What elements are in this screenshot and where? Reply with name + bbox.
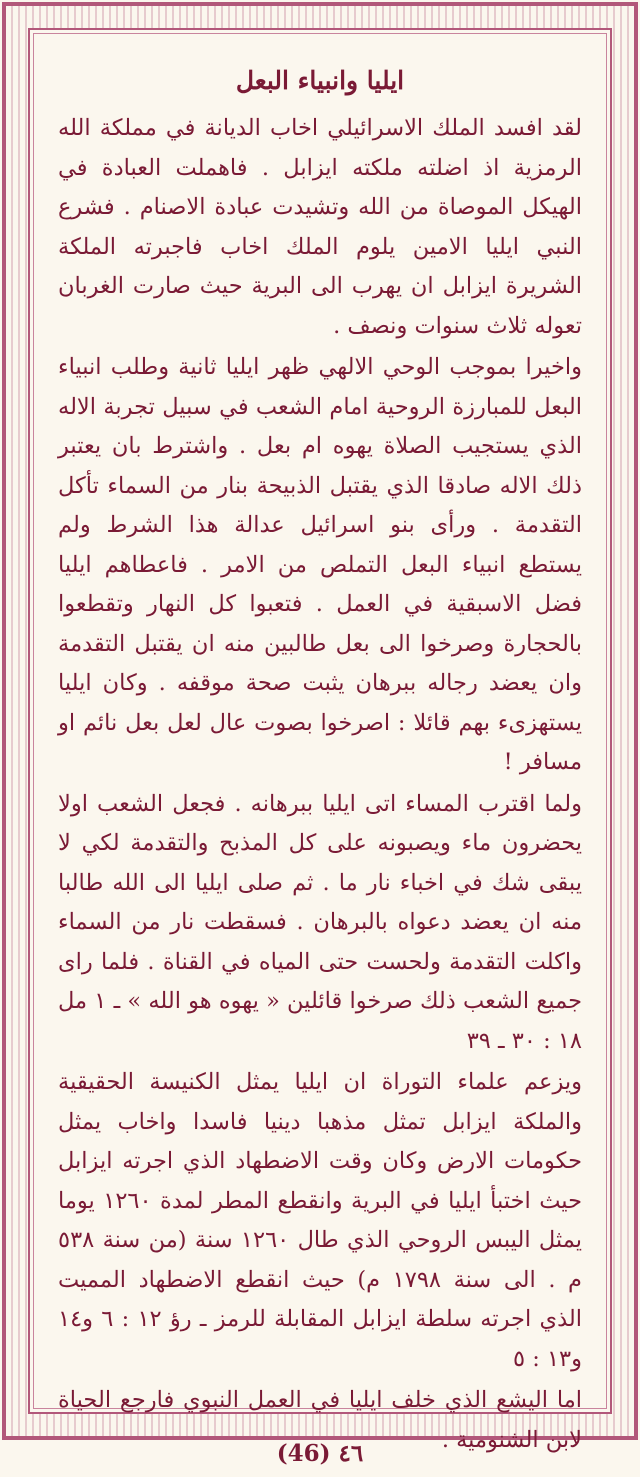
page-panel [28, 28, 612, 1453]
paragraph-1: لقد افسد الملك الاسرائيلي اخاب الديانة في مملكة الله الرمزية اذ اضلته ملكته ايزابل . فاهملت العبادة في الهيكل الموصاة من الله وتشيدت عبادة الاصنام . فشرع النبي ايليا الامين يلوم الملك اخاب فاجبرته الملكة الشريرة ايزابل ان يهرب الى البرية حيث صارت الغربان تعوله ثلاث سنوات ونصف . [58, 115, 582, 339]
paragraph-3: ولما اقترب المساء اتى ايليا ببرهانه . فجعل الشعب اولا يحضرون ماء ويصبونه على كل المذبح والتقدمة لكي لا يبقى شك في اخباء نار ما . ثم صلى ايليا الى الله طالبا منه ان يعضد دعواه بالبرهان . فسقطت نار من السماء واكلت التقدمة ولحست حتى المياه في القناة . فلما راى جميع الشعب ذلك صرخوا قائلين « يهوه هو الله » ـ ١ مل ١٨ : ٣٠ ـ ٣٩ [58, 790, 582, 1054]
ornamental-border [2, 2, 638, 1453]
page-number: (46) ٤٦ [276, 1440, 364, 1467]
paragraph-2: واخيرا بموجب الوحي الالهي ظهر ايليا ثانية وطلب انبياء البعل للمبارزة الروحية امام الشعب في سبيل تجربة الاله الذي يستجيب الصلاة يهوه ام بعل . واشترط بان يعتبر ذلك الاله صادقا الذي يقتبل الذبيحة بنار من السماء تأكل التقدمة . ورأى بنو اسرائيل عدالة هذا الشرط ولم يستطع انبياء البعل التملص من الامر . فاعطاهم ايليا فضل الاسبقية في العمل . فتعبوا كل النهار وتقطعوا بالحجارة وصرخوا الى بعل طالبين منه ان يقتبل التقدمة وان يعضد رجاله ببرهان يثبت صحة موقفه . وكان ايليا يستهزىء بهم قائلا : اصرخوا بصوت عال لعل بعل نائم او مسافر ! [58, 354, 582, 775]
page-content [58, 60, 582, 1453]
paragraph-5: اما اليشع الذي خلف ايليا في العمل النبوي فارجع الحياة لابن الشنومية . [58, 1387, 582, 1453]
paragraph-4: ويزعم علماء التوراة ان ايليا يمثل الكنيسة الحقيقية والملكة ايزابل تمثل مذهبا دينيا فاسدا واخاب يمثل حكومات الارض وكان وقت الاضطهاد الذي اجرته ايزابل حيث اختبأ ايليا في البرية وانقطع المطر لمدة ١٢٦٠ يوما يمثل اليبس الروحي الذي طال ١٢٦٠ سنة (من سنة ٥٣٨ م . الى سنة ١٧٩٨ م) حيث انقطع الاضطهاد المميت الذي اجرته سلطة ايزابل المقابلة للرمز ـ رؤ ١٢ : ٦ و١٤ و١٣ : ٥ [58, 1069, 582, 1372]
page-title: ايليا وانبياء البعل [235, 66, 405, 95]
